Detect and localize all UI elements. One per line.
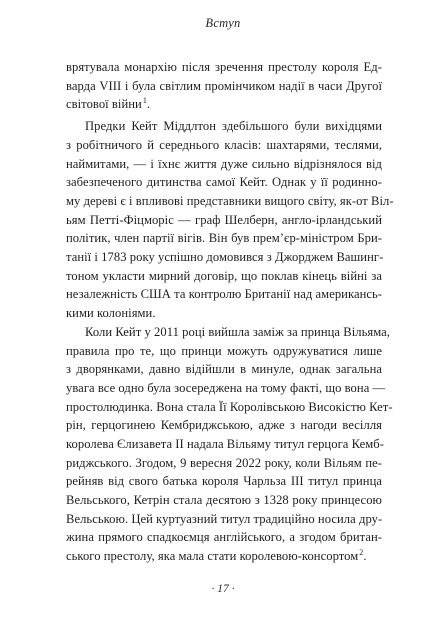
text-line: забезпеченого дитинства самої Кейт. Однак у її родинно-: [66, 175, 382, 190]
text-line: [66, 547, 382, 566]
text-line: ьям Петті-Фіцморіс — граф Шелберн, англо-ірландський: [66, 212, 382, 227]
text-line: Вельського, Кетрін стала десятою з 1328 року принцесою: [66, 493, 382, 507]
text-line-content: світової війни: [66, 97, 142, 112]
text-line-content: ського престолу, яка мала стати королевою-консортом: [66, 549, 359, 564]
text-line: [66, 95, 382, 114]
text-line: Вельською. Цей куртуазний титул традиційно носила дру-: [66, 511, 383, 526]
text-line: танії і 1783 року успішно домовився з Джорджем Вашинг-: [66, 250, 384, 265]
text-line: наймитами, — і їхнє життя дуже сильно відрізнялося від: [66, 156, 382, 171]
running-header: Вступ: [205, 16, 241, 30]
paragraph-1: [66, 58, 382, 114]
footnote-ref: 2: [359, 548, 364, 558]
text-line: тоном укласти мирний договір, що поклав кінець війні за: [66, 268, 382, 283]
text-line: жина прямого спадкоємця англійського, а згодом британ-: [66, 530, 382, 545]
text-line: рін, герцогинею Кембриджською, адже з нагоди весілля: [66, 418, 382, 433]
text-line: увага все одно була зосереджена на тому факті, що вона —: [66, 380, 386, 395]
text-line: з дворянками, давно відійшли в минуле, однак загальна: [66, 362, 382, 377]
text-line: рейняв від свого батька короля Чарльза III титул принца: [66, 474, 382, 489]
paragraph-3: [66, 323, 393, 566]
text-line-end: .: [363, 549, 367, 564]
text-line: незалежність США та контролю Британії над американсь-: [66, 287, 383, 302]
text-line: правила про те, що принци можуть одружуватися лише: [66, 343, 382, 358]
text-line: варда VIII і була світлим промінчиком надії в часи Другої: [66, 78, 382, 93]
text-line: Предки Кейт Міддлтон здебільшого були вихідцями: [85, 119, 382, 134]
text-line: простолюдинка. Вона стала Її Королівською Високістю Кет-: [66, 399, 393, 414]
page-number: · 17 ·: [211, 583, 235, 595]
text-line: риджського. Згодом, 9 вересня 2022 року, коли Вільям пе-: [66, 455, 382, 470]
footnote-ref: 1: [142, 96, 147, 106]
text-line: кими колоніями.: [66, 306, 156, 321]
text-line: королева Єлизавета II надала Вільяму титул герцога Кемб-: [66, 436, 384, 451]
text-line: врятувала монархію після зречення престолу короля Ед-: [66, 60, 382, 74]
text-line: політик, член партії вігів. Він був прем’єр-міністром Бри-: [66, 231, 382, 246]
text-line: Коли Кейт у 2011 році вийшла заміж за принца Вільяма,: [85, 324, 390, 339]
body-text: [66, 58, 394, 566]
text-line-end: .: [146, 97, 151, 112]
paragraph-2: [66, 117, 394, 323]
text-line: з робітничого й середнього класів: шахтарями, теслями,: [66, 137, 382, 152]
text-line: му дереві є і впливові представники вищого світу, як-от Віл-: [66, 194, 394, 208]
